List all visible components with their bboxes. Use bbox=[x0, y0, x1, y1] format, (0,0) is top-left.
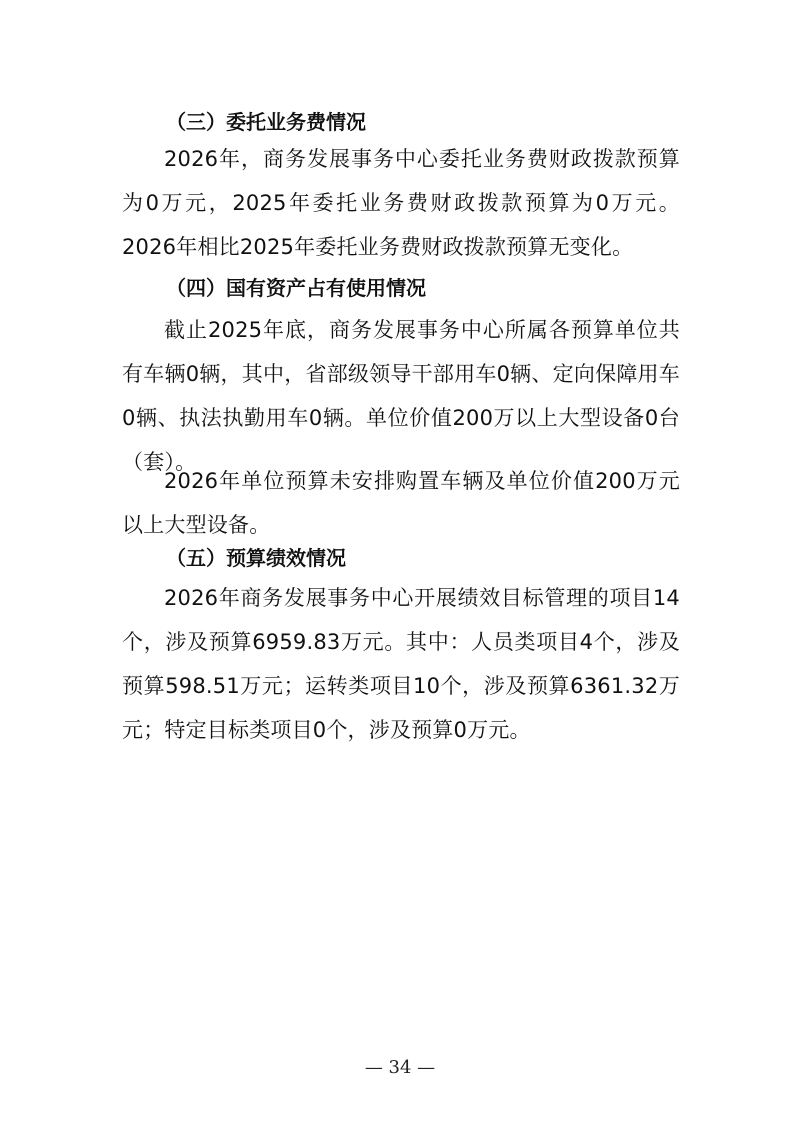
section-heading-state-assets: （四）国有资产占有使用情况 bbox=[166, 276, 426, 300]
section-heading-entrusted-business-fees: （三）委托业务费情况 bbox=[166, 110, 366, 134]
paragraph-state-assets-vehicles: 截止2025年底，商务发展事务中心所属各预算单位共有车辆0辆，其中，省部级领导干部用车0辆、定向保障用车0辆、执法执勤用车0辆。单位价值200万以上大型设备0台（套）。 bbox=[122, 318, 680, 474]
paragraph-entrusted-business-fees: 2026年，商务发展事务中心委托业务费财政拨款预算为0万元，2025年委托业务费财政拨款预算为0万元。2026年相比2025年委托业务费财政拨款预算无变化。 bbox=[122, 147, 680, 259]
page-number: — 34 — bbox=[364, 1057, 436, 1078]
section-heading-performance: （五）预算绩效情况 bbox=[166, 546, 346, 570]
paragraph-state-assets-purchase-plan: 2026年单位预算未安排购置车辆及单位价值200万元以上大型设备。 bbox=[122, 469, 680, 537]
paragraph-performance: 2026年商务发展事务中心开展绩效目标管理的项目14个，涉及预算6959.83万元。其中：人员类项目4个，涉及预算598.51万元；运转类项目10个，涉及预算6361.32万元；特定目标类项目0个，涉及预算0万元。 bbox=[122, 586, 680, 742]
